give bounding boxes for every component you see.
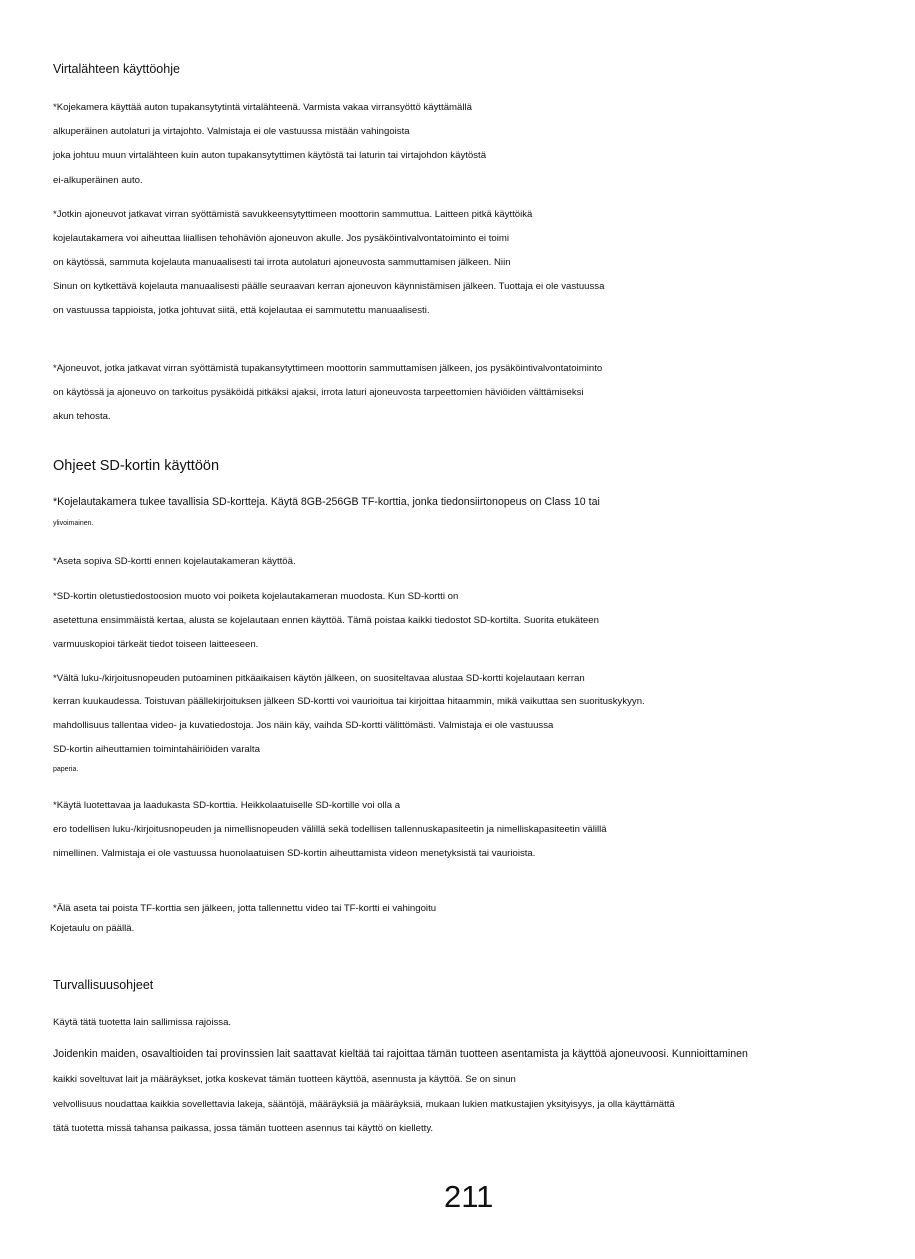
- text-line: *Ajoneuvot, jotka jatkavat virran syöttämistä tupakansytyttimeen moottorin sammuttamisen jälkeen, jos pysäköintivalvontatoiminto: [53, 363, 603, 374]
- text-line: alkuperäinen autolaturi ja virtajohto. Valmistaja ei ole vastuussa mistään vahingoista: [53, 126, 410, 137]
- text-line: *Kojekamera käyttää auton tupakansytytintä virtalähteenä. Varmista vakaa virransyöttö käyttämällä: [53, 102, 472, 113]
- text-line: *Käytä luotettavaa ja laadukasta SD-korttia. Heikkolaatuiselle SD-kortille voi olla a: [53, 800, 401, 811]
- text-line: velvollisuus noudattaa kaikkia sovellettavia lakeja, sääntöjä, määräyksiä ja määräyksiä, mukaan lukien matkustajien yksityisyys, ja olla käyttämättä: [53, 1099, 675, 1110]
- text-line: paperia.: [53, 766, 79, 773]
- text-line: asetettuna ensimmäistä kertaa, alusta se kojelautaan ennen käyttöä. Tämä poistaa kaikki tiedostot SD-kortilta. Suorita etukäteen: [53, 615, 599, 626]
- text-line: varmuuskopioi tärkeät tiedot toiseen laitteeseen.: [53, 639, 259, 650]
- text-line: *Kojelautakamera tukee tavallisia SD-kortteja. Käytä 8GB-256GB TF-korttia, jonka tiedonsiirtonopeus on Class 10 tai: [53, 496, 600, 508]
- section-heading-safety: Turvallisuusohjeet: [53, 978, 154, 992]
- section-heading-power: Virtalähteen käyttöohje: [53, 62, 180, 76]
- text-line: nimellinen. Valmistaja ei ole vastuussa huonolaatuisen SD-kortin aiheuttamista videon menetyksistä tai vaurioista.: [53, 848, 536, 859]
- text-line: tätä tuotetta missä tahansa paikassa, jossa tämän tuotteen asennus tai käyttö on kielletty.: [53, 1123, 434, 1134]
- text-line: *Älä aseta tai poista TF-korttia sen jälkeen, jotta tallennettu video tai TF-kortti ei vahingoitu: [53, 903, 437, 914]
- text-line: on käytössä, sammuta kojelauta manuaalisesti tai irrota autolaturi ajoneuvosta sammuttamisen jälkeen. Niin: [53, 257, 511, 268]
- text-line: kaikki soveltuvat lait ja määräykset, jotka koskevat tämän tuotteen käyttöä, asennusta ja käyttöä. Se on sinun: [53, 1074, 516, 1085]
- text-line: SD-kortin aiheuttamien toimintahäiriöiden varalta: [53, 744, 260, 755]
- text-line: on käytössä ja ajoneuvo on tarkoitus pysäköidä pitkäksi ajaksi, irrota laturi ajoneuvosta tarpeettomien häviöiden välttämiseksi: [53, 387, 584, 398]
- text-line: *Vältä luku-/kirjoitusnopeuden putoaminen pitkäaikaisen käytön jälkeen, on suositeltavaa alustaa SD-kortti kojelautaan kerran: [53, 673, 585, 684]
- text-line: Joidenkin maiden, osavaltioiden tai provinssien lait saattavat kieltää tai rajoittaa tämän tuotteen asentamista ja käyttöä ajoneuvoosi. Kunnioittaminen: [53, 1048, 748, 1060]
- page-number: 211: [444, 1179, 494, 1214]
- text-line: mahdollisuus tallentaa video- ja kuvatiedostoja. Jos näin käy, vaihda SD-kortti välittömästi. Valmistaja ei ole vastuussa: [53, 720, 554, 731]
- text-line: on vastuussa tappioista, jotka johtuvat siitä, että kojelautaa ei sammutettu manuaalisesti.: [53, 305, 430, 316]
- text-line: joka johtuu muun virtalähteen kuin auton tupakansytyttimen käytöstä tai laturin tai virtajohdon käytöstä: [53, 150, 487, 161]
- text-line: Kojetaulu on päällä.: [50, 923, 135, 934]
- text-line: ero todellisen luku-/kirjoitusnopeuden ja nimellisnopeuden välillä sekä todellisen tallennuskapasiteetin ja nimelliskapasiteetin välillä: [53, 824, 607, 835]
- text-line: kerran kuukaudessa. Toistuvan päällekirjoituksen jälkeen SD-kortti voi vaurioitua tai kirjoittaa hitaammin, mikä vaikuttaa sen suorituskykyyn.: [53, 696, 645, 707]
- text-line: ylivoimainen.: [53, 520, 94, 527]
- text-line: *SD-kortin oletustiedostoosion muoto voi poiketa kojelautakameran muodosta. Kun SD-kortti on: [53, 591, 459, 602]
- text-line: ei-alkuperäinen auto.: [53, 175, 143, 186]
- section-heading-sd-card: Ohjeet SD-kortin käyttöön: [53, 458, 220, 474]
- text-line: *Jotkin ajoneuvot jatkavat virran syöttämistä savukkeensytyttimeen moottorin sammuttua. Laitteen pitkä käyttöikä: [53, 209, 533, 220]
- text-line: Käytä tätä tuotetta lain sallimissa rajoissa.: [53, 1017, 232, 1028]
- text-line: Sinun on kytkettävä kojelauta manuaalisesti päälle seuraavan kerran ajoneuvon käynnistämisen jälkeen. Tuottaja ei ole vastuussa: [53, 281, 605, 292]
- text-line: akun tehosta.: [53, 411, 111, 422]
- text-line: *Aseta sopiva SD-kortti ennen kojelautakameran käyttöä.: [53, 556, 296, 567]
- text-line: kojelautakamera voi aiheuttaa liiallisen tehohäviön ajoneuvon akulle. Jos pysäköintivalvontatoiminto ei toimi: [53, 233, 509, 244]
